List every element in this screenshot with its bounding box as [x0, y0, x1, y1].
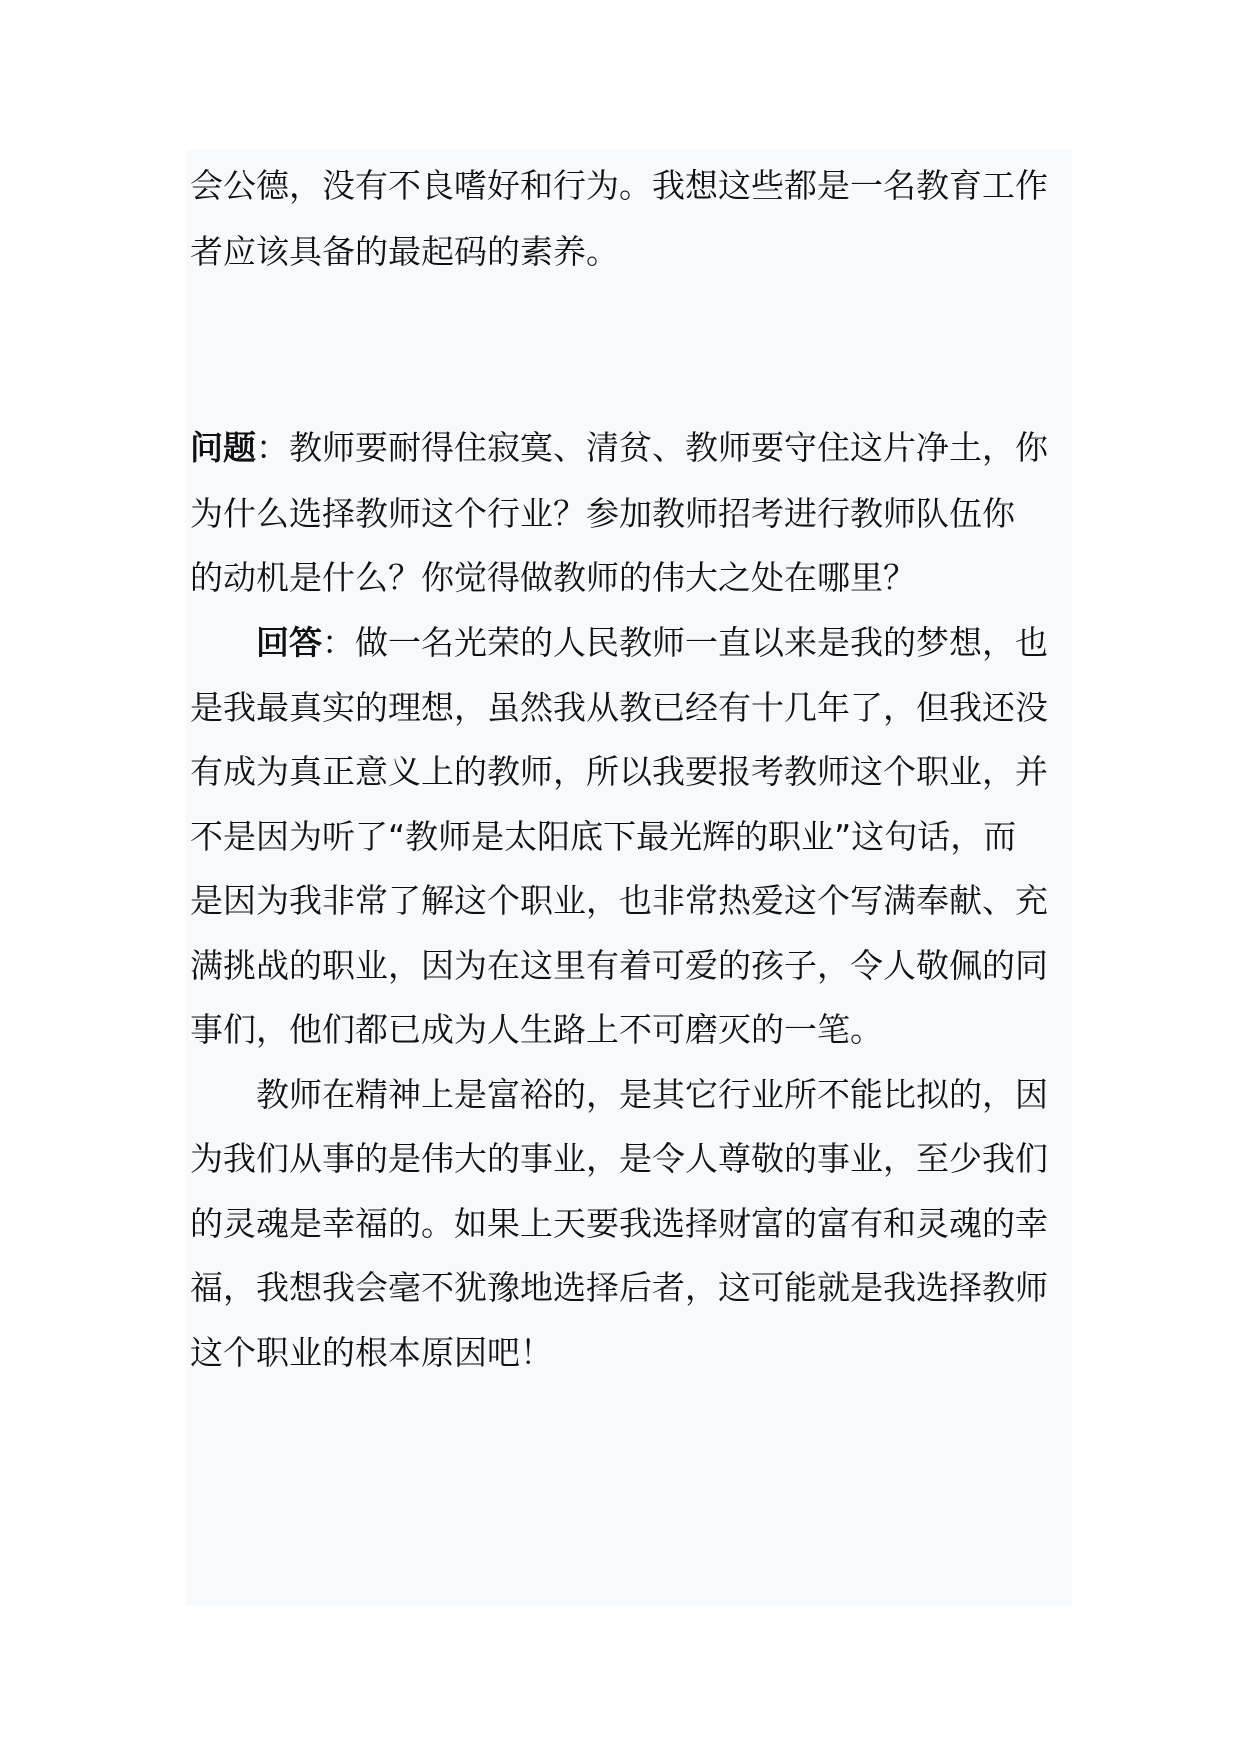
answer-line: 事们，他们都已成为人生路上不可磨灭的一笔。 — [190, 1010, 883, 1049]
answer-line: 是我最真实的理想，虽然我从教已经有十几年了，但我还没 — [190, 688, 1048, 727]
paragraph-line: 者应该具备的最起码的素养。 — [190, 232, 619, 271]
answer-line — [256, 623, 1048, 663]
answer-line: 满挑战的职业，因为在这里有着可爱的孩子，令人敬佩的同 — [190, 946, 1048, 985]
question-label: 问题 — [190, 428, 256, 467]
answer-line: 是因为我非常了解这个职业，也非常热爱这个写满奉献、充 — [190, 881, 1048, 920]
paragraph-line: 福，我想我会毫不犹豫地选择后者，这可能就是我选择教师 — [190, 1268, 1048, 1307]
question-line: 的动机是什么？你觉得做教师的伟大之处在哪里？ — [190, 558, 916, 597]
answer-text: ：做一名光荣的人民教师一直以来是我的梦想，也 — [322, 623, 1048, 662]
answer-line: 不是因为听了“教师是太阳底下最光辉的职业”这句话，而 — [190, 817, 1017, 856]
paragraph-line: 教师在精神上是富裕的，是其它行业所不能比拟的，因 — [256, 1075, 1048, 1114]
paragraph-line: 的灵魂是幸福的。如果上天要我选择财富的富有和灵魂的幸 — [190, 1204, 1048, 1243]
question-text: ：教师要耐得住寂寞、清贫、教师要守住这片净土，你 — [256, 428, 1048, 467]
question-line — [190, 428, 1048, 468]
paragraph-line: 会公德，没有不良嗜好和行为。我想这些都是一名教育工作 — [190, 166, 1048, 205]
question-line: 为什么选择教师这个行业？参加教师招考进行教师队伍你 — [190, 494, 1015, 533]
paragraph-line: 为我们从事的是伟大的事业，是令人尊敬的事业，至少我们 — [190, 1139, 1048, 1178]
document-page — [186, 150, 1072, 1605]
answer-label: 回答 — [256, 623, 322, 662]
paragraph-line: 这个职业的根本原因吧！ — [190, 1333, 553, 1372]
answer-line: 有成为真正意义上的教师，所以我要报考教师这个职业，并 — [190, 752, 1048, 791]
